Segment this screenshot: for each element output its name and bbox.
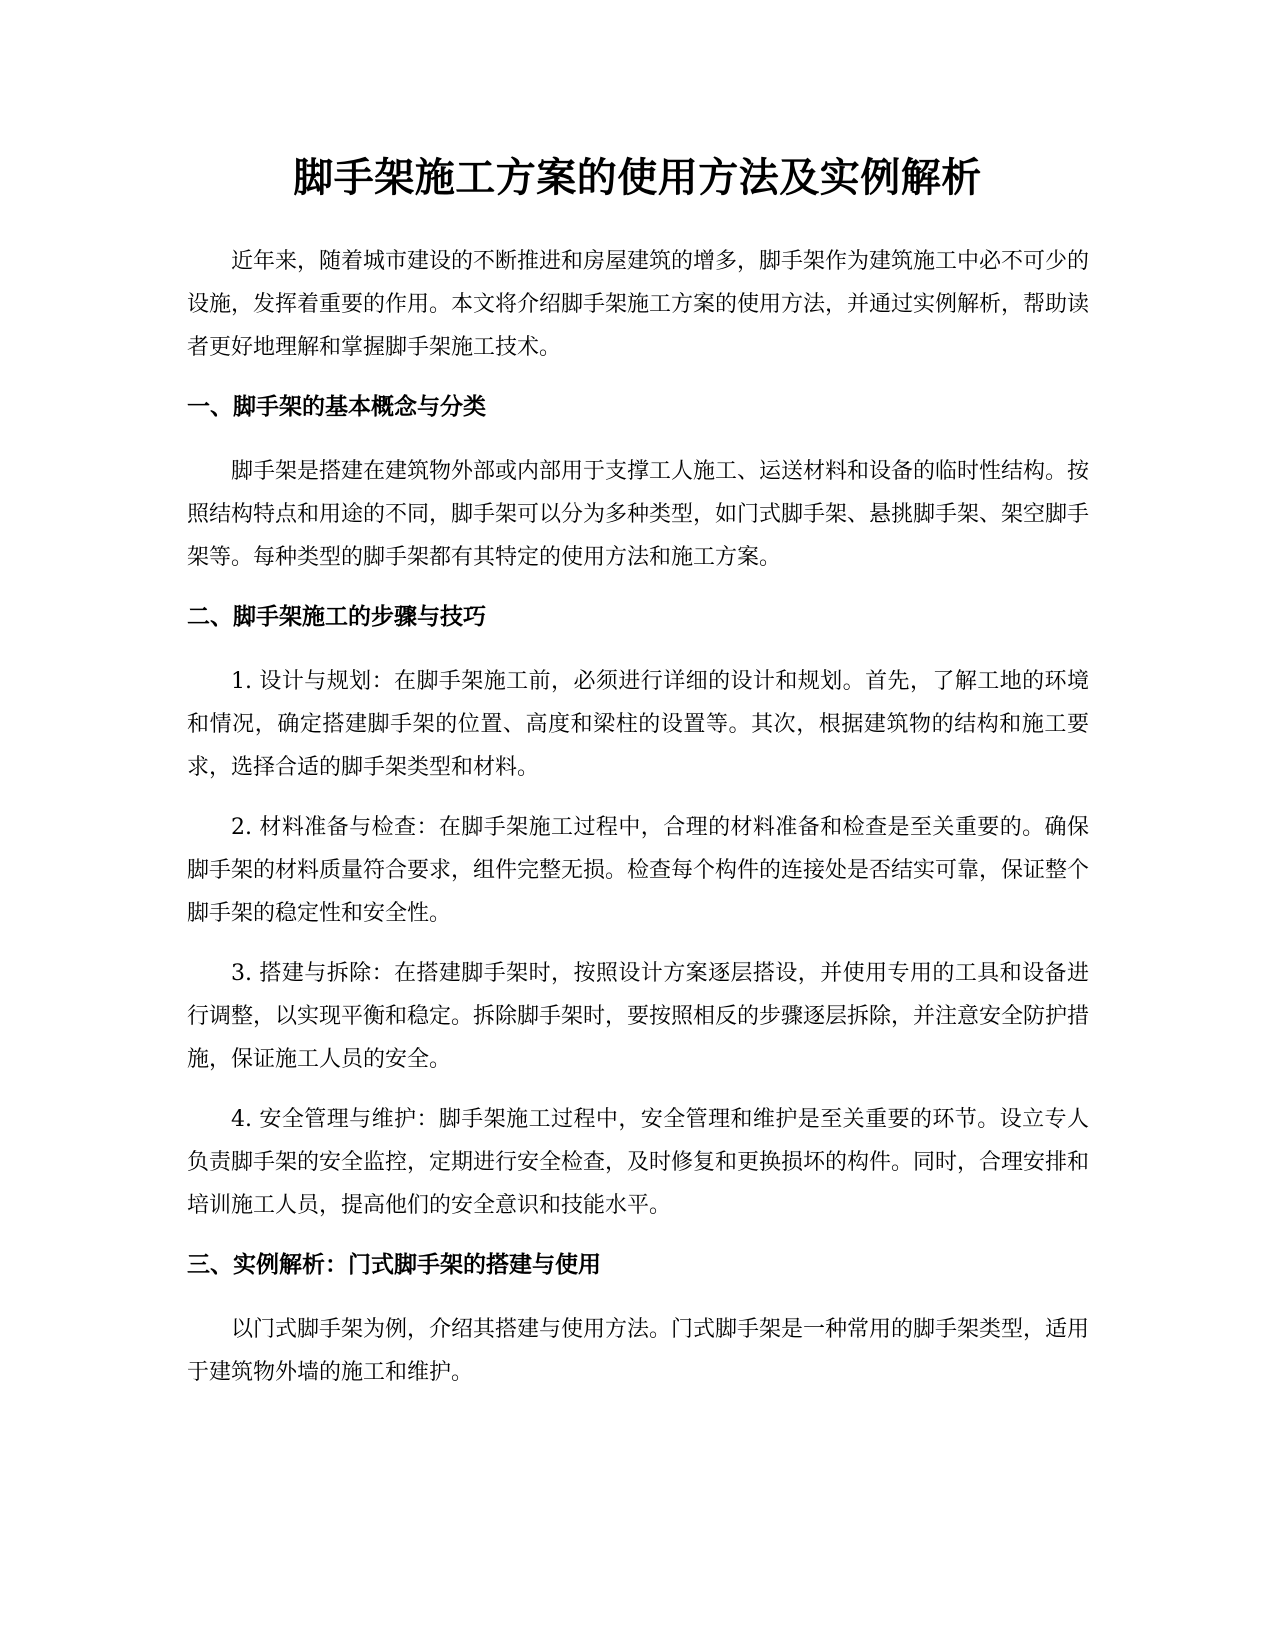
intro-paragraph: 近年来，随着城市建设的不断推进和房屋建筑的增多，脚手架作为建筑施工中必不可少的设施，发挥着重要的作用。本文将介绍脚手架施工方案的使用方法，并通过实例解析，帮助读者更好地理解和掌握脚手架施工技术。 — [187, 249, 1090, 360]
section-heading-3: 三、实例解析：门式脚手架的搭建与使用 — [187, 1252, 601, 1278]
section-heading-1: 一、脚手架的基本概念与分类 — [187, 394, 486, 420]
step-paragraph-1: 1. 设计与规划：在脚手架施工前，必须进行详细的设计和规划。首先，了解工地的环境和情况，确定搭建脚手架的位置、高度和梁柱的设置等。其次，根据建筑物的结构和施工要求，选择合适的脚手架类型和材料。 — [187, 669, 1089, 780]
section-3-paragraph: 以门式脚手架为例，介绍其搭建与使用方法。门式脚手架是一种常用的脚手架类型，适用于建筑物外墙的施工和维护。 — [187, 1317, 1090, 1385]
step-paragraph-2: 2. 材料准备与检查：在脚手架施工过程中，合理的材料准备和检查是至关重要的。确保脚手架的材料质量符合要求，组件完整无损。检查每个构件的连接处是否结实可靠，保证整个脚手架的稳定性和安全性。 — [187, 815, 1090, 926]
section-heading-2: 二、脚手架施工的步骤与技巧 — [187, 604, 486, 630]
step-paragraph-4: 4. 安全管理与维护：脚手架施工过程中，安全管理和维护是至关重要的环节。设立专人负责脚手架的安全监控，定期进行安全检查，及时修复和更换损坏的构件。同时，合理安排和培训施工人员，提高他们的安全意识和技能水平。 — [187, 1107, 1090, 1218]
document-body — [187, 240, 1089, 1394]
section-1-paragraph: 脚手架是搭建在建筑物外部或内部用于支撑工人施工、运送材料和设备的临时性结构。按照结构特点和用途的不同，脚手架可以分为多种类型，如门式脚手架、悬挑脚手架、架空脚手架等。每种类型的脚手架都有其特定的使用方法和施工方案。 — [187, 459, 1090, 570]
document-title: 脚手架施工方案的使用方法及实例解析 — [293, 155, 982, 201]
step-paragraph-3: 3. 搭建与拆除：在搭建脚手架时，按照设计方案逐层搭设，并使用专用的工具和设备进行调整，以实现平衡和稳定。拆除脚手架时，要按照相反的步骤逐层拆除，并注意安全防护措施，保证施工人员的安全。 — [187, 961, 1090, 1072]
